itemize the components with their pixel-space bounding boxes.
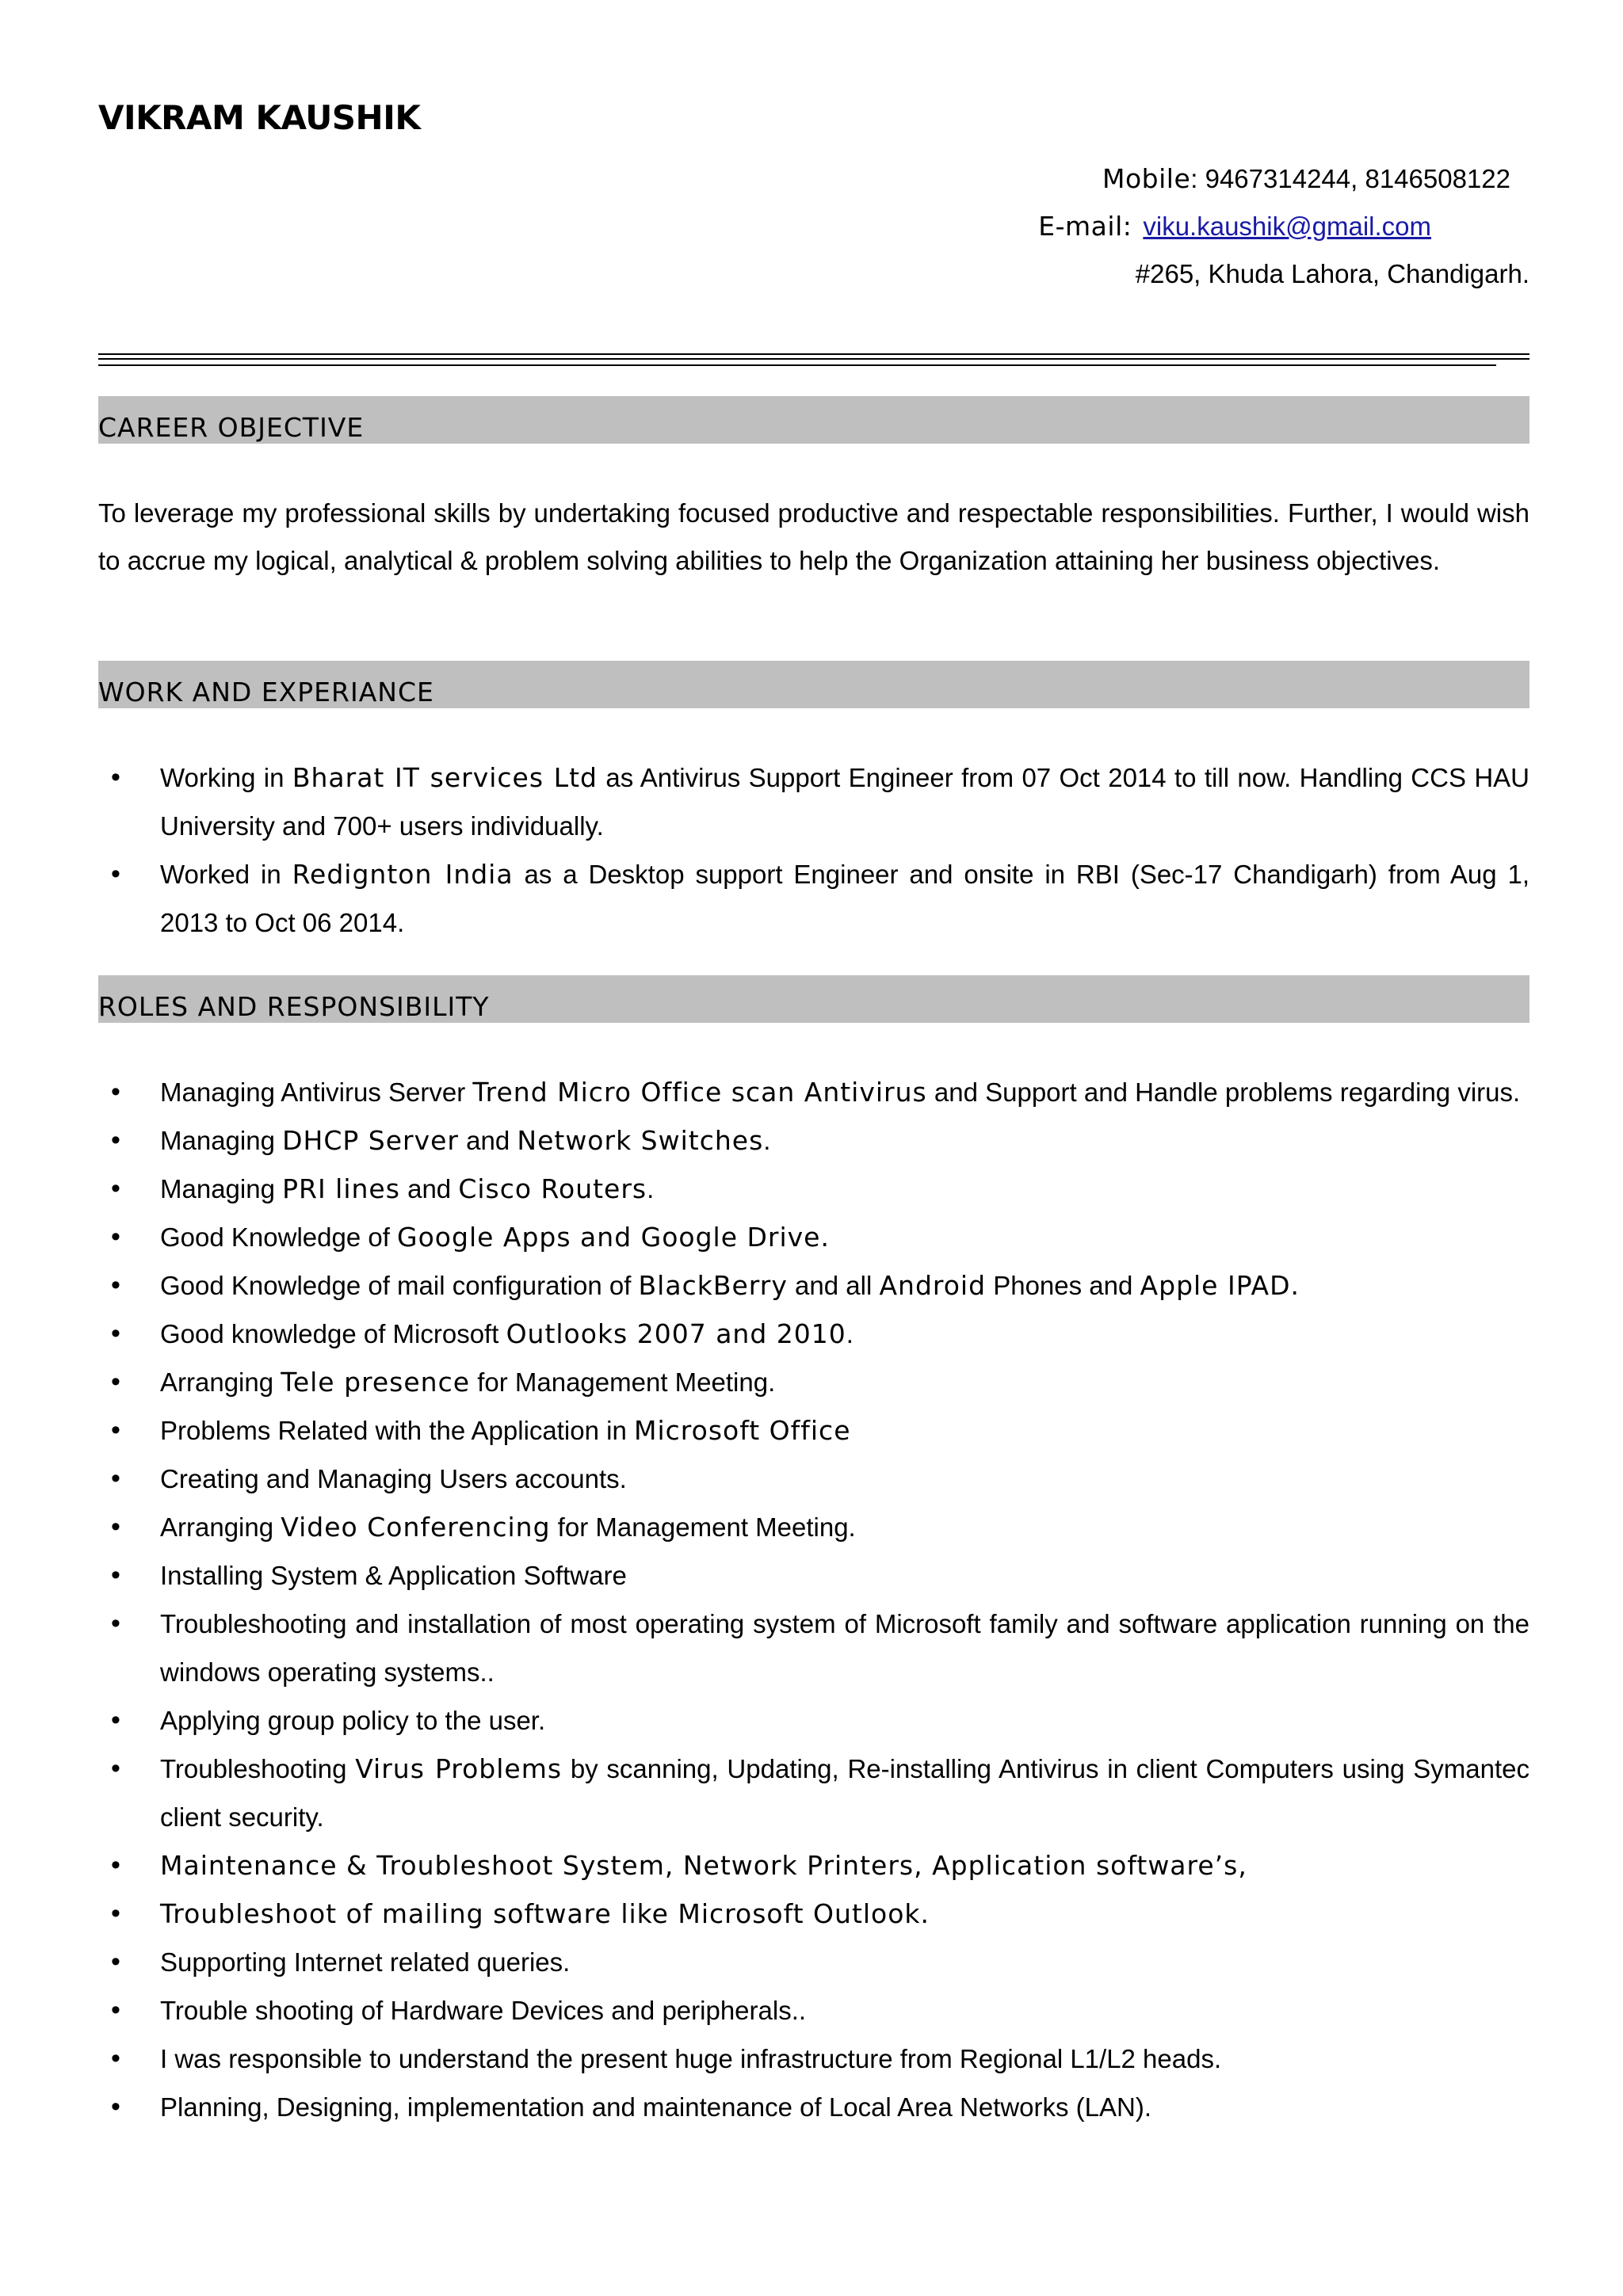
role-item: [98, 1068, 1529, 1116]
emphasis-text: Outlooks 2007 and 2010: [506, 1318, 846, 1349]
address: #265, Khuda Lahora, Chandigarh.: [1135, 259, 1529, 288]
item-text: Good knowledge of Microsoft: [160, 1319, 506, 1348]
emphasis-text: DHCP Server: [282, 1125, 459, 1156]
item-text: Managing Antivirus Server: [160, 1077, 473, 1107]
contact-block: [896, 155, 1529, 298]
section-heading-roles: [98, 975, 1529, 1023]
item-text: .: [647, 1174, 655, 1203]
email-row: [896, 203, 1529, 250]
emphasis-text: Android: [879, 1270, 987, 1301]
item-text: Troubleshooting and installation of most operating system of Microsoft family and software application running on the windows operating systems..: [160, 1609, 1529, 1687]
mobile-label: Mobile: [1102, 163, 1191, 194]
role-item: [98, 1745, 1529, 1841]
item-text: Supporting Internet related queries.: [160, 1947, 571, 1977]
role-item: [98, 1600, 1529, 1696]
role-item: [98, 1890, 1529, 1938]
emphasis-text: Redignton India: [292, 859, 514, 890]
emphasis-text: Network Switches: [517, 1125, 764, 1156]
item-text: Installing System & Application Software: [160, 1561, 627, 1590]
emphasis-text: BlackBerry: [638, 1270, 788, 1301]
item-text: Arranging: [160, 1367, 281, 1397]
emphasis-text: Trend Micro Office scan Antivirus: [472, 1077, 927, 1108]
role-item: [98, 1938, 1529, 1986]
item-text: as a Desktop support Engineer and onsite in RBI (Sec-17 Chandigarh) from Aug 1, 2013 to Oct 06 2014.: [160, 860, 1530, 937]
email-label: E-mail:: [1038, 211, 1132, 242]
header-divider-line: [98, 364, 1496, 366]
item-text: and Support and Handle problems regarding virus.: [926, 1077, 1521, 1107]
item-text: Arranging: [160, 1512, 281, 1542]
emphasis-text: Microsoft Office: [634, 1415, 851, 1446]
item-text: Problems Related with the Application in: [160, 1416, 634, 1445]
item-text: Managing: [160, 1126, 283, 1155]
header-divider-line: [98, 358, 1529, 360]
career-objective-text: To leverage my professional skills by undertaking focused productive and respectable responsibilities. Further, I would wish to accrue my logical, analytical & problem solving abilities to help the Organization attaining her business objectives.: [98, 498, 1529, 575]
emphasis-text: Cisco Routers: [458, 1173, 647, 1204]
role-item: [98, 1696, 1529, 1745]
item-text: Troubleshooting: [160, 1754, 356, 1783]
item-text: Managing: [160, 1174, 283, 1203]
section-heading-career-objective: [98, 396, 1529, 444]
emphasis-text: Bharat IT services Ltd: [292, 762, 598, 793]
work-experience-list: [98, 753, 1529, 947]
item-text: Worked in: [160, 860, 292, 889]
item-text: Working in: [160, 763, 292, 792]
item-text: and: [458, 1126, 517, 1155]
section-heading-work-experience: [98, 661, 1529, 708]
role-item: [98, 1986, 1529, 2035]
item-text: Creating and Managing Users accounts.: [160, 1464, 627, 1493]
emphasis-text: Video Conferencing: [281, 1512, 551, 1543]
emphasis-text: Virus Problems: [355, 1753, 563, 1784]
role-item: [98, 1841, 1529, 1890]
item-text: Trouble shooting of Hardware Devices and peripherals..: [160, 1996, 807, 2025]
item-text: as Antivirus Support Engineer from 07 Oct 2014 to till now. Handling CCS HAU University and 700+ users individually.: [160, 763, 1530, 841]
item-text: Phones and: [986, 1271, 1140, 1300]
item-text: Good Knowledge of mail configuration of: [160, 1271, 639, 1300]
emphasis-text: PRI lines: [282, 1173, 400, 1204]
role-item: [98, 1503, 1529, 1551]
item-text: for Management Meeting.: [550, 1512, 856, 1542]
role-item: [98, 1261, 1529, 1310]
role-item: [98, 2083, 1529, 2131]
role-item: [98, 2035, 1529, 2083]
role-item: [98, 1213, 1529, 1261]
mobile-value: : 9467314244, 8146508122: [1190, 164, 1510, 193]
item-text: Good Knowledge of: [160, 1222, 398, 1252]
emphasis-text: Tele presence: [281, 1367, 471, 1398]
work-item: [98, 850, 1529, 947]
item-text: .: [846, 1319, 854, 1348]
emphasis-text: Troubleshoot of mailing software like Microsoft Outlook.: [160, 1898, 930, 1929]
emphasis-text: Maintenance & Troubleshoot System, Network Printers, Application software’s,: [160, 1850, 1247, 1881]
emphasis-text: Google Apps and Google Drive.: [397, 1222, 830, 1253]
item-text: for Management Meeting.: [470, 1367, 776, 1397]
item-text: and all: [787, 1271, 880, 1300]
header-divider-line: [98, 353, 1529, 355]
section-heading-text: ROLES AND RESPONSIBILITY: [98, 991, 490, 1022]
role-item: [98, 1116, 1529, 1165]
item-text: I was responsible to understand the present huge infrastructure from Regional L1/L2 heads.: [160, 2044, 1222, 2073]
email-link[interactable]: viku.kaushik@gmail.com: [1143, 212, 1431, 241]
work-item: [98, 753, 1529, 850]
item-text: by scanning, Updating, Re-installing Antivirus in client Computers using Symantec client security.: [160, 1754, 1529, 1832]
roles-list: [98, 1068, 1529, 2131]
item-text: .: [763, 1126, 771, 1155]
role-item: [98, 1165, 1529, 1213]
role-item: [98, 1358, 1529, 1406]
emphasis-text: Apple IPAD.: [1140, 1270, 1300, 1301]
section-heading-text: WORK AND EXPERIANCE: [98, 677, 434, 707]
candidate-name: VIKRAM KAUSHIK: [98, 98, 421, 137]
role-item: [98, 1310, 1529, 1358]
item-text: Applying group policy to the user.: [160, 1706, 546, 1735]
role-item: [98, 1455, 1529, 1503]
section-heading-text: CAREER OBJECTIVE: [98, 412, 365, 443]
role-item: [98, 1551, 1529, 1600]
mobile-row: [896, 155, 1529, 203]
item-text: and: [399, 1174, 459, 1203]
role-item: [98, 1406, 1529, 1455]
item-text: Planning, Designing, implementation and maintenance of Local Area Networks (LAN).: [160, 2092, 1152, 2122]
